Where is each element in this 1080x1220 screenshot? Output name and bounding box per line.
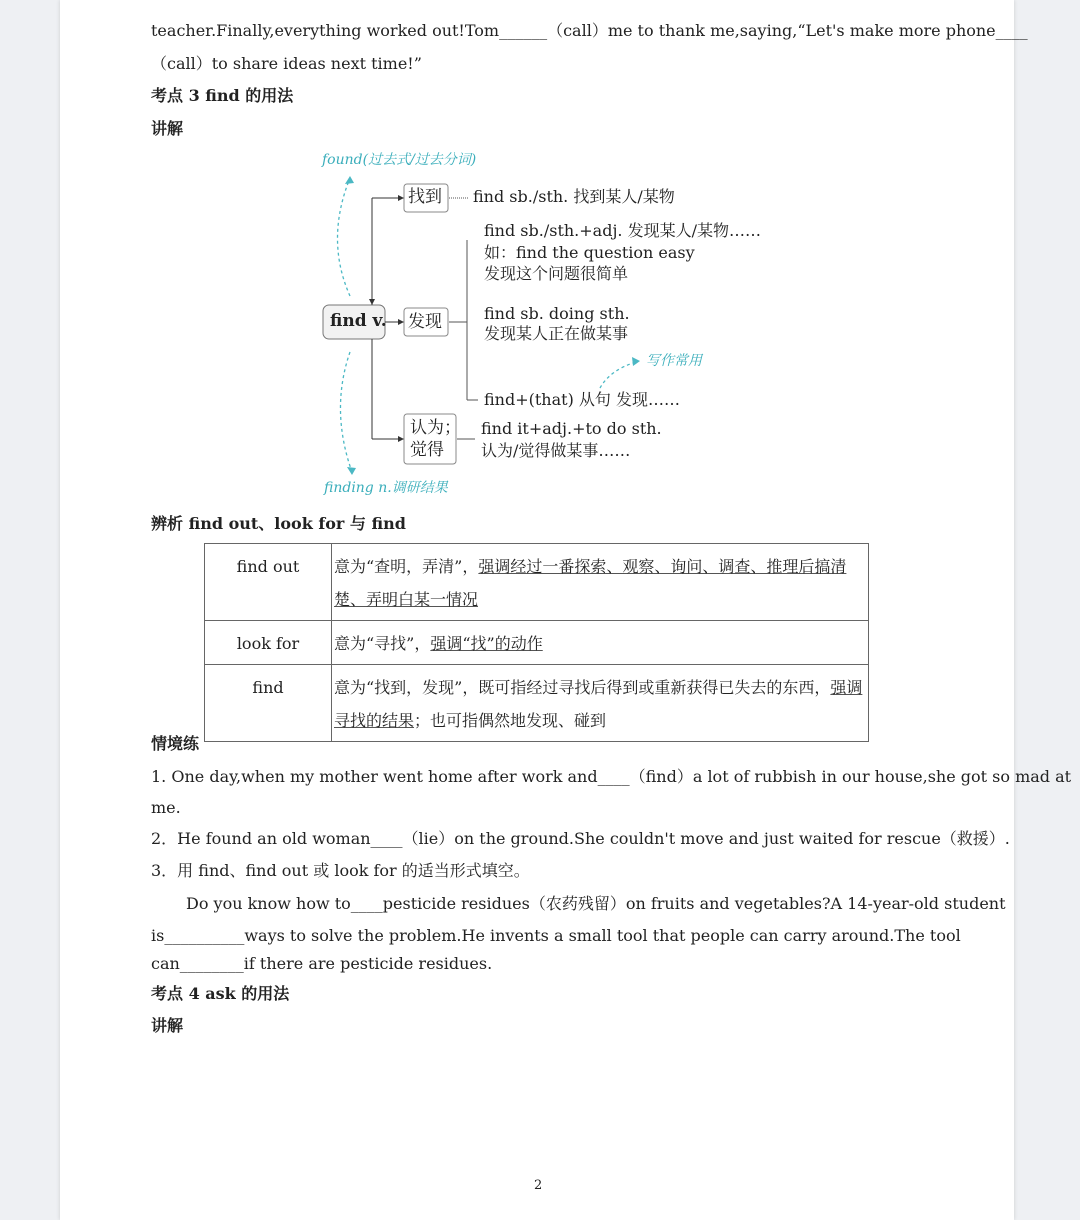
arrowhead-3 <box>398 436 404 442</box>
arrowhead-1 <box>398 195 404 201</box>
branch-2-text-2: 如：find the question easy <box>484 243 695 262</box>
desc-post: ；也可指偶然地发现、碰到 <box>414 711 607 730</box>
finding-arrow <box>340 352 352 472</box>
branch-2-text-3: 发现这个问题很简单 <box>484 264 629 283</box>
arrowhead-up <box>369 299 375 305</box>
row-desc <box>332 544 869 621</box>
finding-arrowhead <box>347 467 356 475</box>
row-key: find out <box>205 544 332 621</box>
table-row <box>205 621 869 665</box>
desc-pre: 意为“找到，发现”，既可指经过寻找后得到或重新获得已失去的东西， <box>334 678 831 697</box>
found-arrowhead <box>345 176 354 184</box>
desc-underline: 强调经过一番探索、观察、询问、调查、推理后搞清楚、弄明白某一情况 <box>334 557 847 609</box>
table-row <box>205 665 869 742</box>
passage-line-2: is__________ways to solve the problem.He invents a small tool that people can carry around.The tool <box>151 926 961 945</box>
writing-note: 写作常用 <box>646 353 702 369</box>
row-key: look for <box>205 621 332 665</box>
branch-2-text-1: find sb./sth.+adj. 发现某人/某物…… <box>484 221 761 240</box>
found-arrow <box>338 178 351 296</box>
desc-underline: 强调“找”的动作 <box>430 634 543 653</box>
found-note: found(过去式/过去分词) <box>322 152 477 168</box>
branch-3-text-1: find it+adj.+to do sth. <box>481 419 662 438</box>
page-number: 2 <box>534 1178 543 1193</box>
finding-note: finding n.调研结果 <box>324 480 448 496</box>
section3-title: 考点 3 find 的用法 <box>151 86 294 105</box>
branch-3-label-2: 觉得 <box>410 440 444 460</box>
desc-pre: 意为“查明，弄清”， <box>334 557 479 576</box>
writing-arrow <box>600 362 636 388</box>
practice-title: 情境练 <box>151 734 200 753</box>
table-row <box>205 544 869 621</box>
passage-line-3: can________if there are pesticide residues. <box>151 954 493 973</box>
question-2: 2．He found an old woman____（lie）on the ground.She couldn't move and just waited for rescue（救援）. <box>151 829 1010 848</box>
compare-table <box>204 543 869 742</box>
row-desc <box>332 665 869 742</box>
writing-arrowhead <box>632 357 640 366</box>
branch-2-label: 发现 <box>408 312 442 332</box>
question-1-line-1: 1. One day,when my mother went home after work and____（find）a lot of rubbish in our house,she got so mad at <box>151 767 1072 786</box>
branch-3-text-2: 认为/觉得做某事…… <box>481 441 631 460</box>
branch-2-text-4: find sb. doing sth. <box>484 304 630 323</box>
intro-line-2: （call）to share ideas next time!” <box>151 54 422 73</box>
section4-title: 考点 4 ask 的用法 <box>151 984 290 1003</box>
branch-3-label-1: 认为； <box>410 418 461 438</box>
desc-pre: 意为“寻找”， <box>334 634 431 653</box>
section3-subtitle: 讲解 <box>151 119 184 138</box>
compare-title: 辨析 find out、look for 与 find <box>151 514 406 533</box>
center-label: find v. <box>330 311 387 331</box>
branch-2-text-5: 发现某人正在做某事 <box>484 324 629 343</box>
branch-2-text-6: find+(that) 从句 发现…… <box>484 390 680 409</box>
desc-underline: 强调寻找的结果 <box>334 678 863 730</box>
row-desc <box>332 621 869 665</box>
question-3: 3．用 find、find out 或 look for 的适当形式填空。 <box>151 861 530 880</box>
branch-1-text: find sb./sth. 找到某人/某物 <box>473 187 675 206</box>
intro-line-1: teacher.Finally,everything worked out!Tom______（call）me to thank me,saying,“Let's make more phone____ <box>151 21 1028 40</box>
arrowhead-2 <box>398 319 404 325</box>
branch-1-label: 找到 <box>408 187 442 207</box>
section4-subtitle: 讲解 <box>151 1016 184 1035</box>
passage-line-1: Do you know how to____pesticide residues（农药残留）on fruits and vegetables?A 14-year-old student <box>186 894 1006 913</box>
row-key: find <box>205 665 332 742</box>
question-1-line-2: me. <box>151 798 181 817</box>
